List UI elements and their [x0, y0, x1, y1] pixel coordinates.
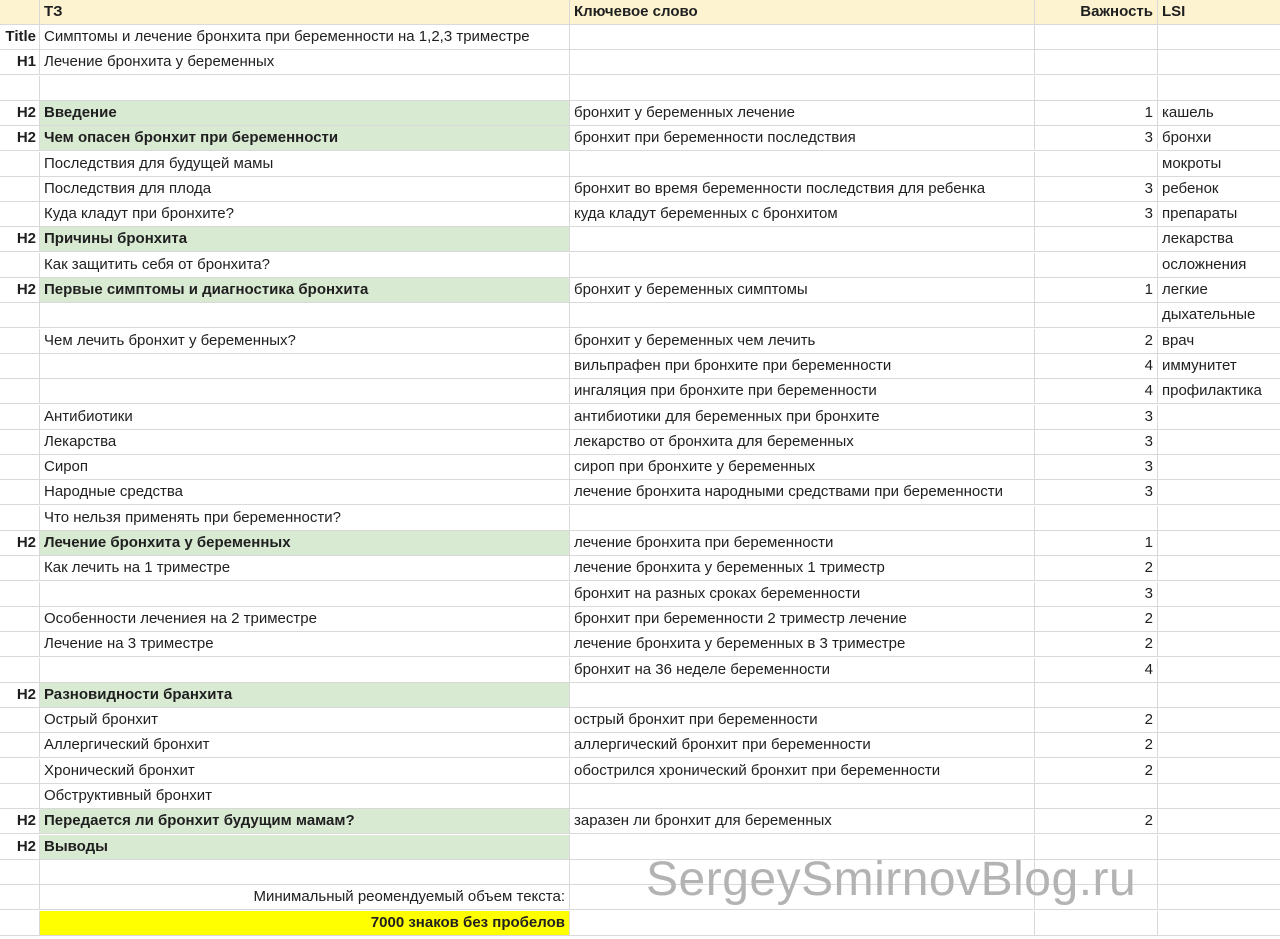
row-lsi-cell[interactable]	[1158, 835, 1280, 860]
row-tz-cell[interactable]: Народные средства	[40, 480, 570, 505]
row-level-cell[interactable]	[0, 354, 40, 379]
row-keyword-cell[interactable]: лечение бронхита у беременных 1 триместр	[570, 556, 1035, 581]
row-importance-cell[interactable]: 3	[1035, 582, 1158, 607]
row-keyword-cell[interactable]	[570, 253, 1035, 278]
table-row	[0, 809, 1280, 834]
table-row	[0, 733, 1280, 758]
row-tz-cell[interactable]: Передается ли бронхит будущим мамам?	[40, 809, 570, 834]
row-importance-cell[interactable]	[1035, 784, 1158, 809]
row-level-cell[interactable]	[0, 658, 40, 683]
row-level-cell[interactable]	[0, 607, 40, 632]
table-row	[0, 430, 1280, 455]
row-keyword-cell[interactable]: обострился хронический бронхит при беременности	[570, 759, 1035, 784]
row-tz-cell[interactable]: Выводы	[40, 835, 570, 860]
row-lsi-cell[interactable]: легкие	[1158, 278, 1280, 303]
row-tz-cell[interactable]: Как защитить себя от бронхита?	[40, 253, 570, 278]
row-keyword-cell[interactable]: ингаляция при бронхите при беременности	[570, 379, 1035, 404]
row-keyword-cell[interactable]: аллергический бронхит при беременности	[570, 733, 1035, 758]
row-lsi-cell[interactable]	[1158, 582, 1280, 607]
row-keyword-cell[interactable]: лечение бронхита народными средствами при беременности	[570, 480, 1035, 505]
row-lsi-cell[interactable]	[1158, 885, 1280, 910]
row-lsi-cell[interactable]	[1158, 733, 1280, 758]
row-importance-cell[interactable]: 3	[1035, 430, 1158, 455]
row-lsi-cell[interactable]: бронхи	[1158, 126, 1280, 151]
row-level-cell[interactable]	[0, 911, 40, 936]
row-importance-cell[interactable]	[1035, 76, 1158, 101]
row-keyword-cell[interactable]: бронхит на 36 неделе беременности	[570, 658, 1035, 683]
row-tz-cell[interactable]: Последствия для будущей мамы	[40, 152, 570, 177]
header-cell-keyword[interactable]: Ключевое слово	[570, 0, 1035, 25]
row-keyword-cell[interactable]: сироп при бронхите у беременных	[570, 455, 1035, 480]
table-row	[0, 152, 1280, 177]
row-tz-cell[interactable]: Сироп	[40, 455, 570, 480]
row-importance-cell[interactable]: 2	[1035, 556, 1158, 581]
row-keyword-cell[interactable]: лечение бронхита у беременных в 3 триместре	[570, 632, 1035, 657]
row-importance-cell[interactable]	[1035, 152, 1158, 177]
row-level-cell[interactable]	[0, 733, 40, 758]
row-lsi-cell[interactable]	[1158, 480, 1280, 505]
row-tz-cell[interactable]: Минимальный реомендуемый объем текста:	[40, 885, 570, 910]
row-level-cell[interactable]	[0, 303, 40, 328]
header-cell-lsi[interactable]: LSI	[1158, 0, 1280, 25]
row-lsi-cell[interactable]	[1158, 455, 1280, 480]
table-row	[0, 227, 1280, 252]
table-row	[0, 658, 1280, 683]
row-importance-cell[interactable]: 3	[1035, 480, 1158, 505]
table-row	[0, 759, 1280, 784]
row-lsi-cell[interactable]	[1158, 556, 1280, 581]
row-tz-cell[interactable]: Симптомы и лечение бронхита при беременности на 1,2,3 триместре	[40, 25, 570, 50]
row-keyword-cell[interactable]: бронхит на разных сроках беременности	[570, 582, 1035, 607]
row-lsi-cell[interactable]: мокроты	[1158, 152, 1280, 177]
row-level-cell[interactable]	[0, 885, 40, 910]
row-importance-cell[interactable]: 2	[1035, 607, 1158, 632]
row-keyword-cell[interactable]	[570, 683, 1035, 708]
row-level-cell[interactable]	[0, 455, 40, 480]
table-row	[0, 76, 1280, 101]
row-tz-cell[interactable]: Лекарства	[40, 430, 570, 455]
row-keyword-cell[interactable]: бронхит у беременных чем лечить	[570, 329, 1035, 354]
row-keyword-cell[interactable]	[570, 303, 1035, 328]
watermark-text: SergeySmirnovBlog.ru	[646, 853, 1137, 906]
row-tz-cell[interactable]: Хронический бронхит	[40, 759, 570, 784]
row-level-cell[interactable]	[0, 177, 40, 202]
table-row	[0, 253, 1280, 278]
row-level-cell[interactable]	[0, 329, 40, 354]
row-keyword-cell[interactable]: бронхит у беременных симптомы	[570, 278, 1035, 303]
table-row	[0, 50, 1280, 75]
row-tz-cell[interactable]	[40, 354, 570, 379]
row-importance-cell[interactable]: 4	[1035, 354, 1158, 379]
header-cell-a[interactable]	[0, 0, 40, 25]
row-level-cell[interactable]: H2	[0, 683, 40, 708]
row-importance-cell[interactable]: 1	[1035, 278, 1158, 303]
table-row	[0, 405, 1280, 430]
row-importance-cell[interactable]	[1035, 683, 1158, 708]
table-row	[0, 101, 1280, 126]
row-tz-cell[interactable]	[40, 658, 570, 683]
row-lsi-cell[interactable]	[1158, 76, 1280, 101]
row-keyword-cell[interactable]: заразен ли бронхит для беременных	[570, 809, 1035, 834]
row-importance-cell[interactable]: 2	[1035, 708, 1158, 733]
row-keyword-cell[interactable]: острый бронхит при беременности	[570, 708, 1035, 733]
row-level-cell[interactable]	[0, 430, 40, 455]
table-row	[0, 379, 1280, 404]
row-tz-cell[interactable]: Введение	[40, 101, 570, 126]
row-lsi-cell[interactable]	[1158, 632, 1280, 657]
table-row	[0, 126, 1280, 151]
row-importance-cell[interactable]: 3	[1035, 455, 1158, 480]
table-row	[0, 784, 1280, 809]
row-level-cell[interactable]	[0, 506, 40, 531]
row-importance-cell[interactable]: 2	[1035, 809, 1158, 834]
row-keyword-cell[interactable]	[570, 50, 1035, 75]
row-tz-cell[interactable]	[40, 582, 570, 607]
row-importance-cell[interactable]	[1035, 303, 1158, 328]
row-keyword-cell[interactable]: бронхит у беременных лечение	[570, 101, 1035, 126]
row-keyword-cell[interactable]: бронхит при беременности 2 триместр лечение	[570, 607, 1035, 632]
row-tz-cell[interactable]: Чем лечить бронхит у беременных?	[40, 329, 570, 354]
row-tz-cell[interactable]	[40, 76, 570, 101]
row-importance-cell[interactable]: 3	[1035, 177, 1158, 202]
row-level-cell[interactable]	[0, 556, 40, 581]
row-level-cell[interactable]	[0, 480, 40, 505]
row-keyword-cell[interactable]	[570, 76, 1035, 101]
row-keyword-cell[interactable]	[570, 25, 1035, 50]
row-tz-cell[interactable]: Острый бронхит	[40, 708, 570, 733]
row-lsi-cell[interactable]: препараты	[1158, 202, 1280, 227]
row-lsi-cell[interactable]: дыхательные	[1158, 303, 1280, 328]
row-level-cell[interactable]: H2	[0, 126, 40, 151]
row-level-cell[interactable]	[0, 202, 40, 227]
row-keyword-cell[interactable]: лечение бронхита при беременности	[570, 531, 1035, 556]
row-tz-cell[interactable]: Лечение на 3 триместре	[40, 632, 570, 657]
row-level-cell[interactable]: H2	[0, 101, 40, 126]
row-level-cell[interactable]	[0, 860, 40, 885]
row-lsi-cell[interactable]	[1158, 759, 1280, 784]
row-level-cell[interactable]	[0, 708, 40, 733]
table-row	[0, 480, 1280, 505]
row-level-cell[interactable]	[0, 759, 40, 784]
row-tz-cell[interactable]: Последствия для плода	[40, 177, 570, 202]
row-importance-cell[interactable]	[1035, 911, 1158, 936]
table-row	[0, 202, 1280, 227]
row-lsi-cell[interactable]	[1158, 708, 1280, 733]
row-lsi-cell[interactable]	[1158, 430, 1280, 455]
row-tz-cell[interactable]: Что нельзя применять при беременности?	[40, 506, 570, 531]
row-tz-cell[interactable]: 7000 знаков без пробелов	[40, 911, 570, 936]
row-tz-cell[interactable]: Антибиотики	[40, 405, 570, 430]
table-row	[0, 911, 1280, 936]
row-keyword-cell[interactable]	[570, 227, 1035, 252]
table-row	[0, 506, 1280, 531]
row-importance-cell[interactable]: 2	[1035, 329, 1158, 354]
row-keyword-cell[interactable]: лекарство от бронхита для беременных	[570, 430, 1035, 455]
row-lsi-cell[interactable]: кашель	[1158, 101, 1280, 126]
table-row	[0, 531, 1280, 556]
row-tz-cell[interactable]	[40, 379, 570, 404]
row-lsi-cell[interactable]: осложнения	[1158, 253, 1280, 278]
row-level-cell[interactable]: H1	[0, 50, 40, 75]
row-importance-cell[interactable]	[1035, 253, 1158, 278]
row-tz-cell[interactable]: Обструктивный бронхит	[40, 784, 570, 809]
row-level-cell[interactable]: H2	[0, 531, 40, 556]
row-lsi-cell[interactable]	[1158, 683, 1280, 708]
row-tz-cell[interactable]: Лечение бронхита у беременных	[40, 50, 570, 75]
row-importance-cell[interactable]	[1035, 506, 1158, 531]
row-lsi-cell[interactable]: иммунитет	[1158, 354, 1280, 379]
row-importance-cell[interactable]	[1035, 25, 1158, 50]
row-lsi-cell[interactable]	[1158, 658, 1280, 683]
row-importance-cell[interactable]	[1035, 50, 1158, 75]
table-row	[0, 303, 1280, 328]
row-lsi-cell[interactable]	[1158, 50, 1280, 75]
row-lsi-cell[interactable]: врач	[1158, 329, 1280, 354]
table-row	[0, 683, 1280, 708]
row-tz-cell[interactable]: Куда кладут при бронхите?	[40, 202, 570, 227]
row-lsi-cell[interactable]	[1158, 784, 1280, 809]
row-lsi-cell[interactable]	[1158, 860, 1280, 885]
row-importance-cell[interactable]: 4	[1035, 379, 1158, 404]
row-importance-cell[interactable]: 3	[1035, 202, 1158, 227]
row-level-cell[interactable]	[0, 253, 40, 278]
row-keyword-cell[interactable]	[570, 506, 1035, 531]
row-level-cell[interactable]	[0, 76, 40, 101]
table-row	[0, 556, 1280, 581]
row-lsi-cell[interactable]	[1158, 911, 1280, 936]
row-tz-cell[interactable]: Особенности лечениея на 2 триместре	[40, 607, 570, 632]
header-row	[0, 0, 1280, 25]
row-lsi-cell[interactable]	[1158, 405, 1280, 430]
row-lsi-cell[interactable]	[1158, 607, 1280, 632]
row-tz-cell[interactable]: Чем опасен бронхит при беременности	[40, 126, 570, 151]
table-row	[0, 354, 1280, 379]
row-lsi-cell[interactable]	[1158, 506, 1280, 531]
row-level-cell[interactable]: H2	[0, 227, 40, 252]
row-keyword-cell[interactable]: вильпрафен при бронхите при беременности	[570, 354, 1035, 379]
row-tz-cell[interactable]: Аллергический бронхит	[40, 733, 570, 758]
row-keyword-cell[interactable]: бронхит при беременности последствия	[570, 126, 1035, 151]
row-lsi-cell[interactable]	[1158, 809, 1280, 834]
row-level-cell[interactable]: Title	[0, 25, 40, 50]
row-keyword-cell[interactable]	[570, 784, 1035, 809]
header-cell-tz[interactable]: ТЗ	[40, 0, 570, 25]
row-lsi-cell[interactable]: профилактика	[1158, 379, 1280, 404]
table-row	[0, 329, 1280, 354]
row-level-cell[interactable]	[0, 582, 40, 607]
row-tz-cell[interactable]: Причины бронхита	[40, 227, 570, 252]
row-level-cell[interactable]: H2	[0, 809, 40, 834]
table-row	[0, 607, 1280, 632]
row-importance-cell[interactable]: 3	[1035, 405, 1158, 430]
row-keyword-cell[interactable]	[570, 152, 1035, 177]
row-tz-cell[interactable]: Как лечить на 1 триместре	[40, 556, 570, 581]
table-row	[0, 632, 1280, 657]
row-level-cell[interactable]: H2	[0, 278, 40, 303]
row-keyword-cell[interactable]: антибиотики для беременных при бронхите	[570, 405, 1035, 430]
row-importance-cell[interactable]: 1	[1035, 101, 1158, 126]
row-importance-cell[interactable]: 2	[1035, 759, 1158, 784]
row-lsi-cell[interactable]: лекарства	[1158, 227, 1280, 252]
table-row	[0, 177, 1280, 202]
table-row	[0, 708, 1280, 733]
row-tz-cell[interactable]	[40, 303, 570, 328]
row-importance-cell[interactable]: 1	[1035, 531, 1158, 556]
row-level-cell[interactable]	[0, 632, 40, 657]
row-importance-cell[interactable]	[1035, 227, 1158, 252]
header-cell-importance[interactable]: Важность	[1035, 0, 1158, 25]
table-row	[0, 455, 1280, 480]
row-keyword-cell[interactable]: бронхит во время беременности последствия для ребенка	[570, 177, 1035, 202]
row-keyword-cell[interactable]	[570, 911, 1035, 936]
table-row	[0, 582, 1280, 607]
row-level-cell[interactable]	[0, 379, 40, 404]
row-lsi-cell[interactable]: ребенок	[1158, 177, 1280, 202]
row-importance-cell[interactable]: 3	[1035, 126, 1158, 151]
row-level-cell[interactable]: H2	[0, 835, 40, 860]
table-row	[0, 25, 1280, 50]
row-importance-cell[interactable]: 2	[1035, 632, 1158, 657]
row-lsi-cell[interactable]	[1158, 25, 1280, 50]
row-tz-cell[interactable]: Лечение бронхита у беременных	[40, 531, 570, 556]
row-level-cell[interactable]	[0, 405, 40, 430]
row-importance-cell[interactable]: 2	[1035, 733, 1158, 758]
row-lsi-cell[interactable]	[1158, 531, 1280, 556]
row-tz-cell[interactable]: Первые симптомы и диагностика бронхита	[40, 278, 570, 303]
row-tz-cell[interactable]: Разновидности бранхита	[40, 683, 570, 708]
table-row	[0, 278, 1280, 303]
row-level-cell[interactable]	[0, 784, 40, 809]
row-importance-cell[interactable]: 4	[1035, 658, 1158, 683]
row-tz-cell[interactable]	[40, 860, 570, 885]
row-level-cell[interactable]	[0, 152, 40, 177]
row-keyword-cell[interactable]: куда кладут беременных с бронхитом	[570, 202, 1035, 227]
